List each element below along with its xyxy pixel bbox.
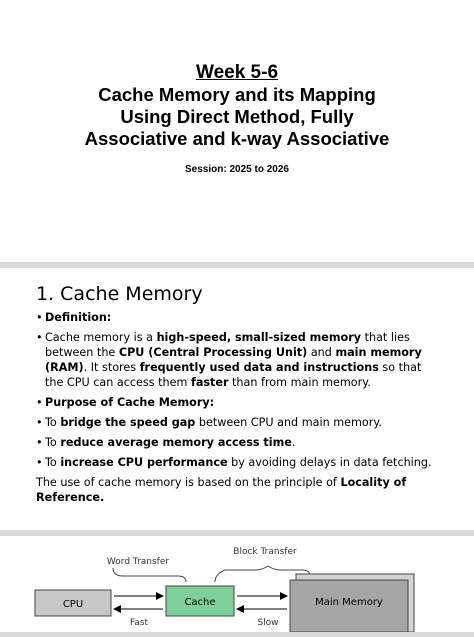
title-line-3: Associative and k-way Associative	[84, 128, 390, 149]
bold-run: Locality of Reference	[36, 476, 407, 504]
title-line-2: Using Direct Method, Fully	[120, 106, 354, 127]
definition-label: Definition:	[45, 311, 112, 324]
word-transfer-label: Word Transfer	[106, 557, 170, 567]
bold-run: reduce average memory access time	[60, 436, 292, 449]
bold-run: .	[99, 491, 105, 504]
cache-label: Cache	[184, 597, 216, 608]
text-run: between CPU and main memory.	[195, 416, 382, 429]
bold-run: main memory (RAM)	[45, 346, 422, 374]
cache-memory-slide	[0, 268, 474, 530]
bullet-purpose-1	[36, 415, 441, 430]
slide-heading: 1. Cache Memory	[36, 283, 203, 305]
week-label: Week 5-6	[195, 62, 279, 83]
bold-run: high-speed, small-sized memory	[156, 331, 362, 344]
text-run: than from main memory.	[228, 376, 371, 389]
bold-run: bridge the speed gap	[60, 416, 196, 429]
text-run: that lies between the	[45, 331, 410, 359]
text-run: To	[45, 436, 61, 449]
bold-run: increase CPU performance	[60, 456, 228, 469]
slow-label: Slow	[257, 618, 279, 628]
block-transfer-label: Block Transfer	[233, 547, 297, 557]
text-run: To	[45, 456, 61, 469]
bullet-definition	[36, 310, 441, 325]
bullet-purpose	[36, 395, 441, 410]
text-run: Cache memory is a	[45, 331, 157, 344]
text-run: so that the CPU can access them	[45, 361, 422, 389]
title-block	[0, 62, 474, 150]
cache-transfer-diagram	[0, 536, 474, 632]
text-run: and	[307, 346, 336, 359]
session-label: Session: 2025 to 2026	[185, 164, 289, 175]
bold-run: frequently used data and instructions	[139, 361, 379, 374]
text-run: To	[45, 416, 61, 429]
text-run: The use of cache memory is based on the principle of	[36, 476, 341, 489]
slide-body	[36, 310, 441, 505]
title-slide	[0, 0, 474, 262]
cache-diagram-slide	[0, 536, 474, 632]
title-line-1: Cache Memory and its Mapping	[98, 84, 376, 105]
bold-run: CPU (Central Processing Unit)	[118, 346, 308, 359]
bullet-purpose-3	[36, 455, 441, 470]
fast-label: Fast	[129, 618, 149, 628]
bullet-purpose-2	[36, 435, 441, 450]
text-run: by avoiding delays in data fetching.	[227, 456, 432, 469]
purpose-label: Purpose of Cache Memory:	[45, 396, 215, 409]
main-memory-label: Main Memory	[315, 597, 383, 608]
bold-run: faster	[190, 376, 229, 389]
cpu-label: CPU	[62, 599, 84, 610]
locality-paragraph	[36, 475, 441, 505]
word-transfer-bracket	[113, 568, 186, 582]
text-run: .	[291, 436, 296, 449]
bullet-definition-text	[36, 330, 441, 390]
text-run: . It stores	[83, 361, 140, 374]
